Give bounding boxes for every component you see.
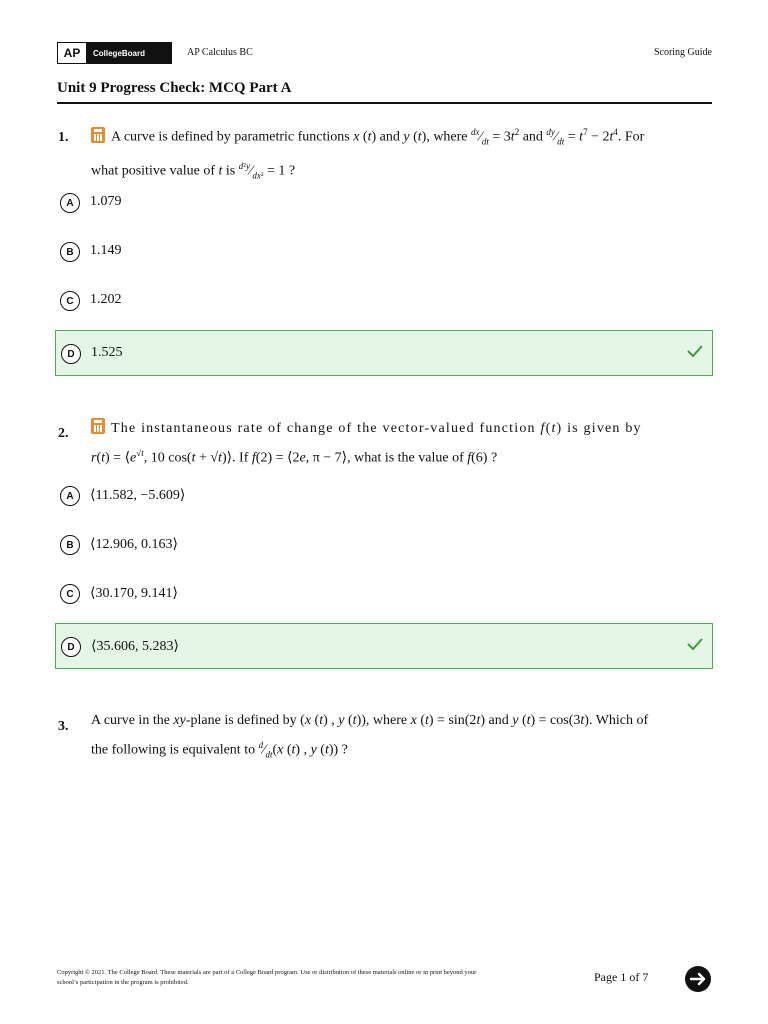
page-title: Unit 9 Progress Check: MCQ Part A [57, 80, 292, 96]
answer-option-d-correct[interactable] [55, 330, 713, 376]
option-letter-badge: A [60, 486, 80, 506]
option-text: 1.079 [90, 194, 122, 209]
option-text: 1.202 [90, 292, 122, 307]
answer-option-b[interactable] [55, 229, 713, 275]
option-letter-badge: C [60, 291, 80, 311]
option-text: ⟨30.170, 9.141⟩ [90, 586, 178, 601]
arrow-right-icon [685, 966, 711, 992]
answer-option-a[interactable] [55, 473, 713, 519]
option-text: ⟨12.906, 0.163⟩ [90, 537, 178, 552]
calculator-icon [91, 418, 105, 434]
course-name: AP Calculus BC [187, 47, 253, 58]
ap-logo-text: AP [57, 42, 87, 64]
option-text: 1.525 [91, 345, 123, 360]
option-letter-badge: B [60, 535, 80, 555]
option-letter-badge: A [60, 193, 80, 213]
option-letter-badge: D [61, 637, 81, 657]
ap-collegeboard-logo [57, 42, 172, 64]
answer-option-a[interactable] [55, 180, 713, 226]
scoring-guide-label: Scoring Guide [653, 47, 712, 58]
question-1-text: A curve is defined by parametric functions x (t) and y (t), where $^{dx}⁄_{dt} = 3t^2$ and $^{dy}⁄_{dt} = t^7 - 2t^4$. For what positive value of t is $^{d^2y}⁄_{dx^2} = 1$ ? [91, 127, 645, 181]
option-text: 1.149 [90, 243, 122, 258]
question-number: 3. [58, 719, 69, 734]
question-2-text: The instantaneous rate of change of the vector-valued function f(t) is given by $r(t) = ⟨e^{√t}$, 10 cos(t + √t)⟩. If f(2) = ⟨2e, π − 7⟩, what is the value of f(6) ? [91, 416, 711, 471]
next-page-button[interactable] [685, 966, 711, 992]
answer-option-d-correct[interactable] [55, 623, 713, 669]
collegeboard-logo-text: CollegeBoard [93, 48, 146, 58]
copyright-notice: Copyright © 2021. The College Board. These materials are part of a College Board program. Use or distribution of these materials online or in print beyond your school’s participation in the program is prohibited. [57, 969, 477, 986]
page-number: Page 1 of 7 [594, 970, 649, 984]
checkmark-icon [686, 342, 704, 360]
question-number: 1. [58, 130, 69, 145]
option-letter-badge: C [60, 584, 80, 604]
option-letter-badge: D [61, 344, 81, 364]
option-letter-badge: B [60, 242, 80, 262]
checkmark-icon [686, 635, 704, 653]
page-header [57, 42, 712, 64]
option-text: ⟨11.582, −5.609⟩ [90, 488, 186, 503]
answer-option-b[interactable] [55, 522, 713, 568]
calculator-icon [91, 127, 105, 143]
question-3-text: A curve in the xy-plane is defined by (x (t) , y (t)), where x (t) = sin(2t) and y (t) = cos(3t). Which of the following is equivalent to $^d⁄_{dt}(x$ (t) , y (t)) ? [91, 713, 649, 760]
title-divider [57, 102, 712, 104]
option-text: ⟨35.606, 5.283⟩ [91, 639, 179, 654]
answer-option-c[interactable] [55, 278, 713, 324]
question-number: 2. [58, 426, 69, 441]
answer-option-c[interactable] [55, 571, 713, 617]
